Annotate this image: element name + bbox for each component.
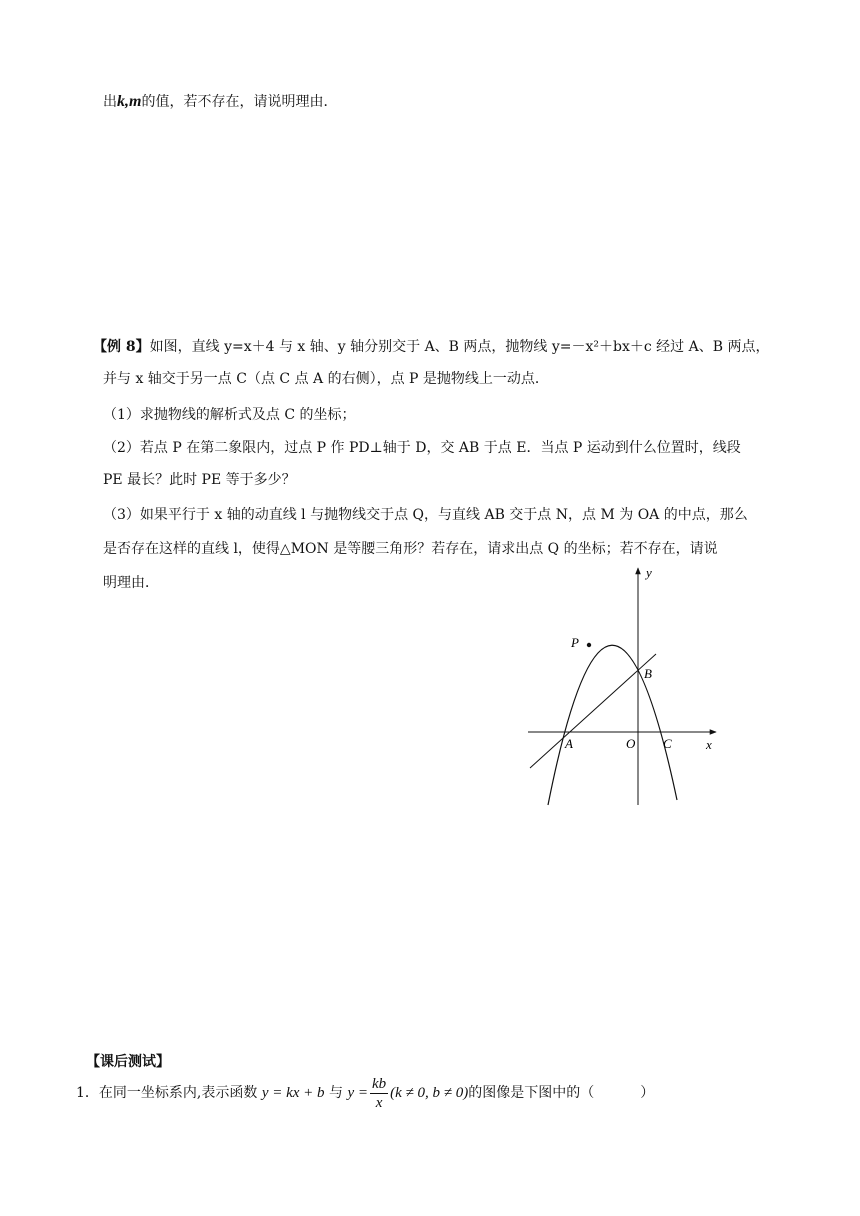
label-a: A [565, 736, 573, 751]
q1-function-linear: y = kx + b [261, 1085, 325, 1101]
label-y: y [646, 565, 652, 580]
test-question-1 [76, 1074, 654, 1112]
q1-condition: (k ≠ 0, b ≠ 0) [390, 1085, 469, 1101]
q1-and: 与 [329, 1085, 343, 1101]
example-intro-2: 并与 x 轴交于另一点 C（点 C 点 A 的右侧），点 P 是抛物线上一动点． [103, 371, 549, 387]
label-c: C [663, 736, 672, 751]
q1-text-b: 的图像是下图中的（ [468, 1085, 595, 1101]
example-intro [93, 337, 769, 357]
label-b: B [644, 666, 652, 681]
example-intro-text: 如图，直线 y=x＋4 与 x 轴、y 轴分别交于 A、B 两点，抛物线 y=－x²＋bx＋c 经过 A、B 两点， [149, 339, 770, 355]
top-text: 的值，若不存在，请说明理由． [141, 94, 338, 110]
top-vars: k,m [117, 93, 142, 110]
question-3-b: 是否存在这样的直线 l，使得△MON 是等腰三角形？若存在，请求出点 Q 的坐标；若不存在，请说 [103, 541, 718, 557]
question-2-a: （2）若点 P 在第二象限内，过点 P 作 PD⊥轴于 D，交 AB 于点 E．当点 P 运动到什么位置时，线段 [103, 440, 741, 456]
parabola-figure [520, 560, 725, 810]
top-prefix: 出 [103, 94, 117, 110]
question-2-b: PE 最长？此时 PE 等于多少？ [103, 472, 296, 488]
top-continuation [103, 92, 337, 112]
q1-number: 1． [76, 1085, 99, 1101]
parabola-curve [548, 645, 677, 805]
label-p: P [571, 635, 579, 650]
question-1: （1）求抛物线的解析式及点 C 的坐标； [103, 407, 356, 423]
q1-fraction-numerator: kb [371, 1075, 387, 1092]
question-3-a: （3）如果平行于 x 轴的动直线 l 与抛物线交于点 Q，与直线 AB 交于点 N，点 M 为 OA 的中点，那么 [103, 507, 748, 523]
label-o: O [626, 736, 636, 751]
q1-text-a: 在同一坐标系内,表示函数 [98, 1085, 258, 1101]
question-3-c: 明理由． [103, 575, 159, 591]
line-ab [530, 654, 656, 768]
q1-fraction-denominator: x [375, 1094, 383, 1111]
label-x: x [706, 737, 712, 752]
q1-paren-close: ） [640, 1085, 655, 1101]
test-heading: 【课后测试】 [86, 1054, 170, 1070]
point-p-dot [587, 643, 591, 647]
q1-fraction [370, 1075, 388, 1112]
example-tag: 【例 8】 [93, 339, 150, 355]
q1-function-inverse-left: y = [347, 1085, 368, 1101]
